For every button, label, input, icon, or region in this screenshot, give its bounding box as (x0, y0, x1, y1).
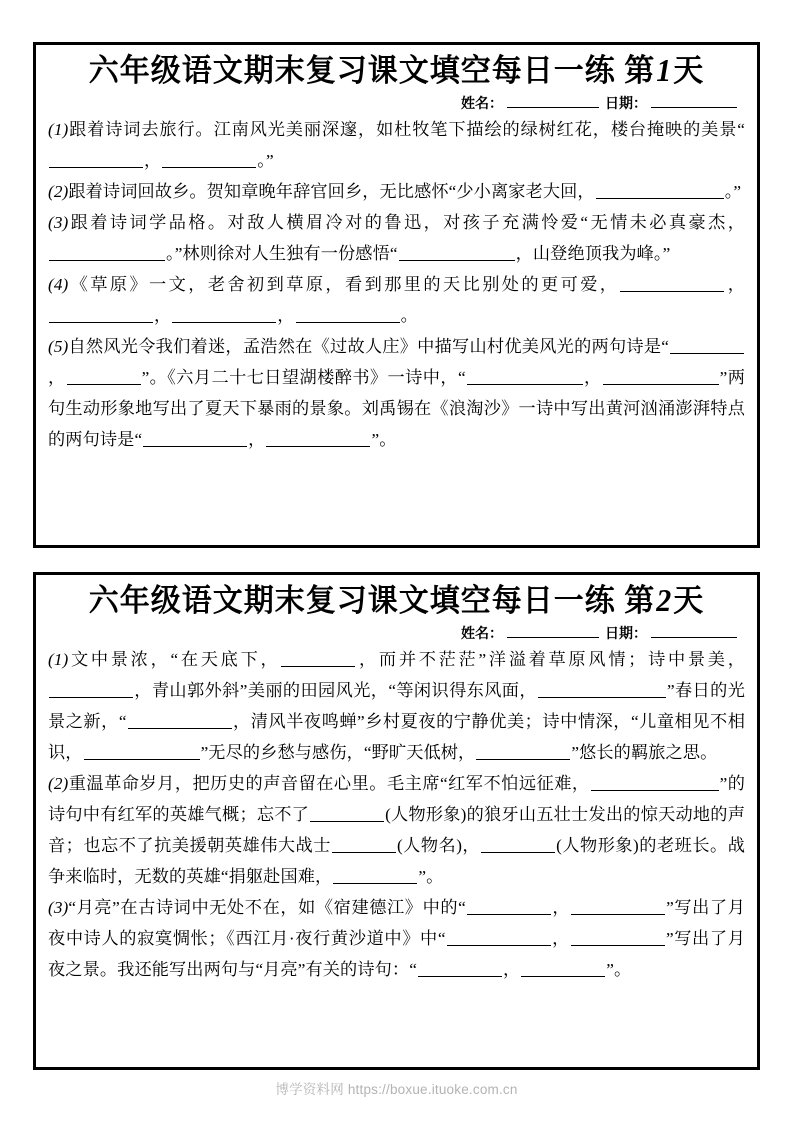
question-text: (人物形象)的老班长。战争来临时，无数的英雄“捐躯赴国难， (48, 836, 745, 887)
title-day-number: 1 (656, 54, 673, 89)
title-day-word: 第 (624, 54, 656, 89)
title-day-unit: 天 (673, 54, 705, 89)
question-text: ，青山郭外斜”美丽的田园风光，“等闲识得东风面， (134, 681, 537, 701)
worksheet-card-day2 (33, 572, 760, 1070)
question-number: (3) (48, 213, 69, 233)
name-label: 姓名： (461, 97, 503, 113)
question-text: ，山登绝顶我为峰。” (515, 244, 671, 264)
question-text: 跟着诗词去旅行。江南风光美丽深邃，如杜牧笔下描绘的绿树红花，楼台掩映的美景“ (68, 120, 745, 140)
fill-blank[interactable] (49, 306, 153, 323)
question-text: 跟着诗词回故乡。贺知章晚年辞官回乡，无比感怀“少小离家老大回， (68, 182, 595, 202)
question-item-3 (48, 892, 745, 985)
question-number: (1) (48, 120, 69, 140)
fill-blank[interactable] (84, 743, 200, 760)
question-text: ， (583, 368, 602, 388)
question-text: (人物名)， (396, 836, 481, 856)
question-text: ”的诗句中有红军的英雄气概；忘不了 (48, 774, 745, 825)
fill-blank[interactable] (333, 867, 417, 884)
question-text: 《草原》一文，老舍初到草原，看到那里的天比别处的更可爱， (68, 275, 620, 295)
title-text: 六年级语文期末复习课文填空每日一练 (88, 584, 616, 619)
fill-blank[interactable] (571, 898, 665, 915)
worksheet-title-day2 (48, 583, 745, 620)
question-text: ”悠长的羁旅之思。 (571, 743, 718, 763)
fill-blank[interactable] (296, 306, 400, 323)
question-text: ”两句生动形象地写出了夏天下暴雨的景象。刘禹锡在《浪淘沙》一诗中写出黄河汹涌澎湃特点的两句诗是“ (48, 368, 745, 450)
question-text: ， (551, 929, 570, 949)
fill-blank[interactable] (447, 929, 551, 946)
fill-blank[interactable] (591, 774, 719, 791)
fill-blank[interactable] (603, 368, 719, 385)
question-text: 文中景浓，“在天底下， (68, 650, 281, 670)
question-text: 重温革命岁月，把历史的声音留在心里。毛主席“红军不怕远征难， (68, 774, 590, 794)
title-day-number: 2 (656, 584, 673, 619)
name-input-blank[interactable] (507, 623, 599, 638)
question-number: (4) (48, 275, 69, 295)
question-text: 。 (400, 306, 418, 326)
question-text: 。” (724, 182, 742, 202)
title-day-word: 第 (624, 584, 656, 619)
question-text: ”。 (606, 960, 632, 980)
question-text: ， (154, 306, 172, 326)
fill-blank[interactable] (49, 151, 143, 168)
question-text: “月亮”在古诗词中无处不在，如《宿建德江》中的“ (68, 898, 466, 918)
question-number: (2) (48, 182, 69, 202)
fill-blank[interactable] (418, 960, 502, 977)
fill-blank[interactable] (538, 681, 666, 698)
question-text: 自然风光令我们着迷，孟浩然在《过故人庄》中描写山村优美风光的两句诗是“ (68, 337, 669, 357)
date-input-blank[interactable] (651, 93, 737, 108)
fill-blank[interactable] (620, 275, 724, 292)
question-text: 。”林则徐对人生独有一份感悟“ (166, 244, 398, 264)
question-text: ”写出了月夜之景。我还能写出两句与“月亮”有关的诗句：“ (48, 929, 745, 980)
fill-blank[interactable] (596, 182, 724, 199)
question-text: ”。 (371, 430, 397, 450)
question-text: ， (248, 430, 266, 450)
date-label: 日期： (605, 627, 647, 643)
fill-blank[interactable] (49, 681, 133, 698)
question-number: (1) (48, 650, 69, 670)
question-text: 。” (257, 151, 274, 171)
fill-blank[interactable] (266, 430, 370, 447)
question-number: (5) (48, 337, 69, 357)
fill-blank[interactable] (172, 306, 276, 323)
title-text: 六年级语文期末复习课文填空每日一练 (88, 54, 616, 89)
fill-blank[interactable] (310, 805, 384, 822)
fill-blank[interactable] (399, 244, 515, 261)
fill-blank[interactable] (162, 151, 256, 168)
date-input-blank[interactable] (651, 623, 737, 638)
question-text: ”。《六月二十七日望湖楼醉书》一诗中，“ (141, 368, 466, 388)
student-meta-row-day1 (48, 93, 745, 113)
question-text: ， (48, 368, 66, 388)
date-label: 日期： (605, 97, 647, 113)
worksheet-card-day1 (33, 42, 760, 548)
fill-blank[interactable] (571, 929, 665, 946)
question-item-5 (48, 331, 745, 455)
worksheet-title-day1 (48, 53, 745, 90)
question-text: 跟着诗词学品格。对敌人横眉冷对的鲁迅，对孩子充满怜爱“无情未必真豪杰， (68, 213, 745, 233)
worksheet-body-day2 (48, 644, 745, 985)
fill-blank[interactable] (67, 368, 141, 385)
question-item-4 (48, 269, 745, 331)
question-text: ， (551, 898, 571, 918)
question-text: ， (502, 960, 521, 980)
question-number: (2) (48, 774, 69, 794)
question-text: ，而并不茫茫”洋溢着草原风情；诗中景美， (356, 650, 745, 670)
question-item-1 (48, 644, 745, 768)
question-number: (3) (48, 898, 69, 918)
question-text: ， (144, 151, 162, 171)
fill-blank[interactable] (281, 650, 355, 667)
question-text: ， (277, 306, 295, 326)
fill-blank[interactable] (128, 712, 232, 729)
fill-blank[interactable] (481, 836, 555, 853)
question-text: (人物形象)的狼牙山五壮士发出的惊天动地的声音；也忘不了抗美援朝英雄伟大战士 (48, 805, 745, 856)
fill-blank[interactable] (332, 836, 396, 853)
fill-blank[interactable] (143, 430, 247, 447)
question-item-2 (48, 768, 745, 892)
fill-blank[interactable] (49, 244, 165, 261)
fill-blank[interactable] (670, 337, 744, 354)
question-item-2 (48, 176, 745, 207)
name-label: 姓名： (461, 627, 503, 643)
footer-watermark: 博学资料网 https://boxue.ituoke.com.cn (275, 1082, 518, 1097)
worksheet-body-day1 (48, 114, 745, 455)
question-text: ”写出了月夜中诗人的寂寞惆怅；《西江月·夜行黄沙道中》中“ (48, 898, 745, 949)
question-item-3 (48, 207, 745, 269)
fill-blank[interactable] (521, 960, 605, 977)
question-text: ， (725, 275, 745, 295)
fill-blank[interactable] (476, 743, 570, 760)
fill-blank[interactable] (467, 368, 583, 385)
name-input-blank[interactable] (507, 93, 599, 108)
question-text: ”。 (418, 867, 444, 887)
title-day-unit: 天 (673, 584, 705, 619)
question-text: ”无尽的乡愁与感伤，“野旷天低树， (200, 743, 476, 763)
question-text: ，清风半夜鸣蝉”乡村夏夜的宁静优美；诗中情深，“儿童相见不相识， (48, 712, 745, 763)
question-item-1 (48, 114, 745, 176)
student-meta-row-day2 (48, 623, 745, 643)
question-text: ”春日的光景之新，“ (48, 681, 745, 732)
fill-blank[interactable] (467, 898, 551, 915)
